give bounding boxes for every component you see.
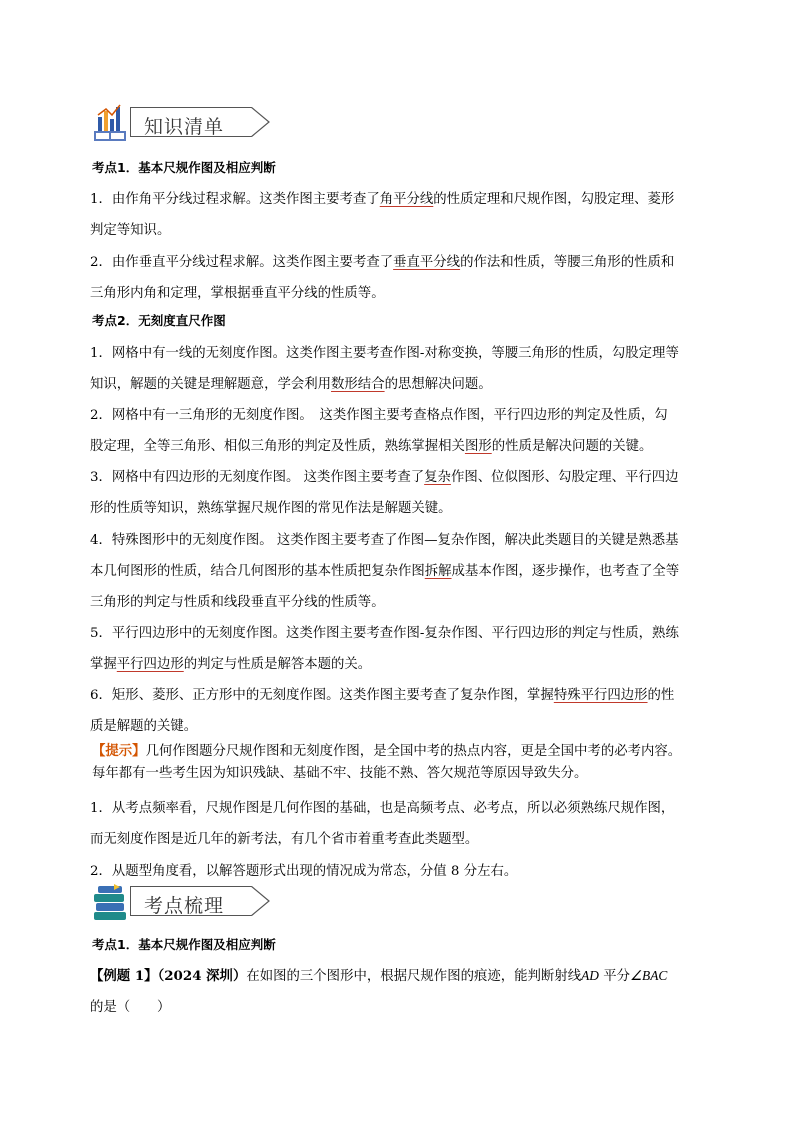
key-term: 拆解	[424, 564, 452, 579]
paragraph: 1．由作角平分线过程求解。这类作图主要考查了角平分线的性质定理和尺规作图，勾股定理、菱形 判定等知识。	[90, 192, 675, 238]
section-heading: 考点1．基本尺规作图及相应判断	[92, 937, 276, 952]
key-term: 垂直平分线	[393, 255, 461, 270]
math-angle: ∠BAC	[630, 968, 668, 983]
tip-label: 【提示】	[92, 743, 146, 759]
paragraph: 1．从考点频率看，尺规作图是几何作图的基础，也是高频考点、必考点，所以必须熟练尺规作图， 而无刻度作图是近几年的新考法，有几个省市着重考查此类题型。	[90, 801, 675, 847]
paragraph: 6．矩形、菱形、正方形中的无刻度作图。这类作图主要考查了复杂作图，掌握特殊平行四边形的性 质是解题的关键。	[90, 688, 675, 734]
section-banner-knowledge	[92, 103, 272, 143]
paragraph: 2．从题型角度看，以解答题形式出现的情况成为常态，分值 8 分左右。	[90, 864, 518, 879]
paragraph: 2．网格中有一三角形的无刻度作图。 这类作图主要考查格点作图，平行四边形的判定及性质，勾 股定理，全等三角形、相似三角形的判定及性质，熟练掌握相关图形的性质是解决问题的关键。	[90, 408, 668, 454]
section-banner-review	[92, 882, 272, 922]
key-term: 复杂	[424, 470, 451, 485]
paragraph: 4．特殊图形中的无刻度作图。 这类作图主要考查了作图—复杂作图，解决此类题目的关键是熟悉基 本几何图形的性质，结合几何图形的基本性质把复杂作图拆解成基本作图，逐步操作，也考查了全等 三角形的判定与性质和线段垂直平分线的性质等。	[90, 533, 680, 610]
example-question: 【例题 1】（2024 深圳）在如图的三个图形中，根据尺规作图的痕迹，能判断射线AD 平分∠BAC 的是（ ）	[90, 968, 668, 1015]
key-term: 特殊平行四边形	[553, 688, 648, 703]
key-term: 图形	[464, 439, 492, 454]
paragraph: 1．网格中有一线的无刻度作图。这类作图主要考查作图-对称变换，等腰三角形的性质，勾股定理等 知识，解题的关键是理解题意，学会利用数形结合的思想解决问题。	[90, 346, 679, 392]
key-term: 数形结合	[331, 377, 385, 392]
banner-title: 考点梳理	[144, 895, 225, 917]
stacked-books-icon	[92, 882, 128, 922]
banner-arrow-shape	[251, 107, 271, 137]
paragraph: 5．平行四边形中的无刻度作图。这类作图主要考查作图-复杂作图、平行四边形的判定与性质，熟练 掌握平行四边形的判定与性质是解答本题的关。	[90, 626, 679, 672]
section-heading: 考点1．基本尺规作图及相应判断	[92, 160, 276, 175]
tip-block: 【提示】几何作图题分尺规作图和无刻度作图，是全国中考的热点内容，更是全国中考的必考内容。 每年都有一些考生因为知识残缺、基础不牢、技能不熟、答欠规范等原因导致失分。	[92, 743, 682, 781]
math-ad: AD	[581, 968, 599, 983]
banner-arrow-shape	[251, 886, 271, 916]
paragraph: 3．网格中有四边形的无刻度作图。 这类作图主要考查了复杂作图、位似图形、勾股定理、平行四边 形的性质等知识，熟练掌握尺规作图的常见作法是解题关键。	[90, 470, 679, 516]
example-label: 【例题 1】	[90, 968, 158, 984]
example-source: （2024 深圳）	[157, 968, 247, 984]
paragraph: 2．由作垂直平分线过程求解。这类作图主要考查了垂直平分线的作法和性质，等腰三角形的性质和 三角形内角和定理，掌根据垂直平分线的性质等。	[90, 255, 675, 301]
section-heading: 考点2．无刻度直尺作图	[92, 313, 226, 328]
key-term: 平行四边形	[116, 657, 184, 672]
key-term: 角平分线	[379, 192, 434, 207]
banner-title: 知识清单	[144, 116, 225, 138]
books-chart-icon	[92, 103, 128, 143]
